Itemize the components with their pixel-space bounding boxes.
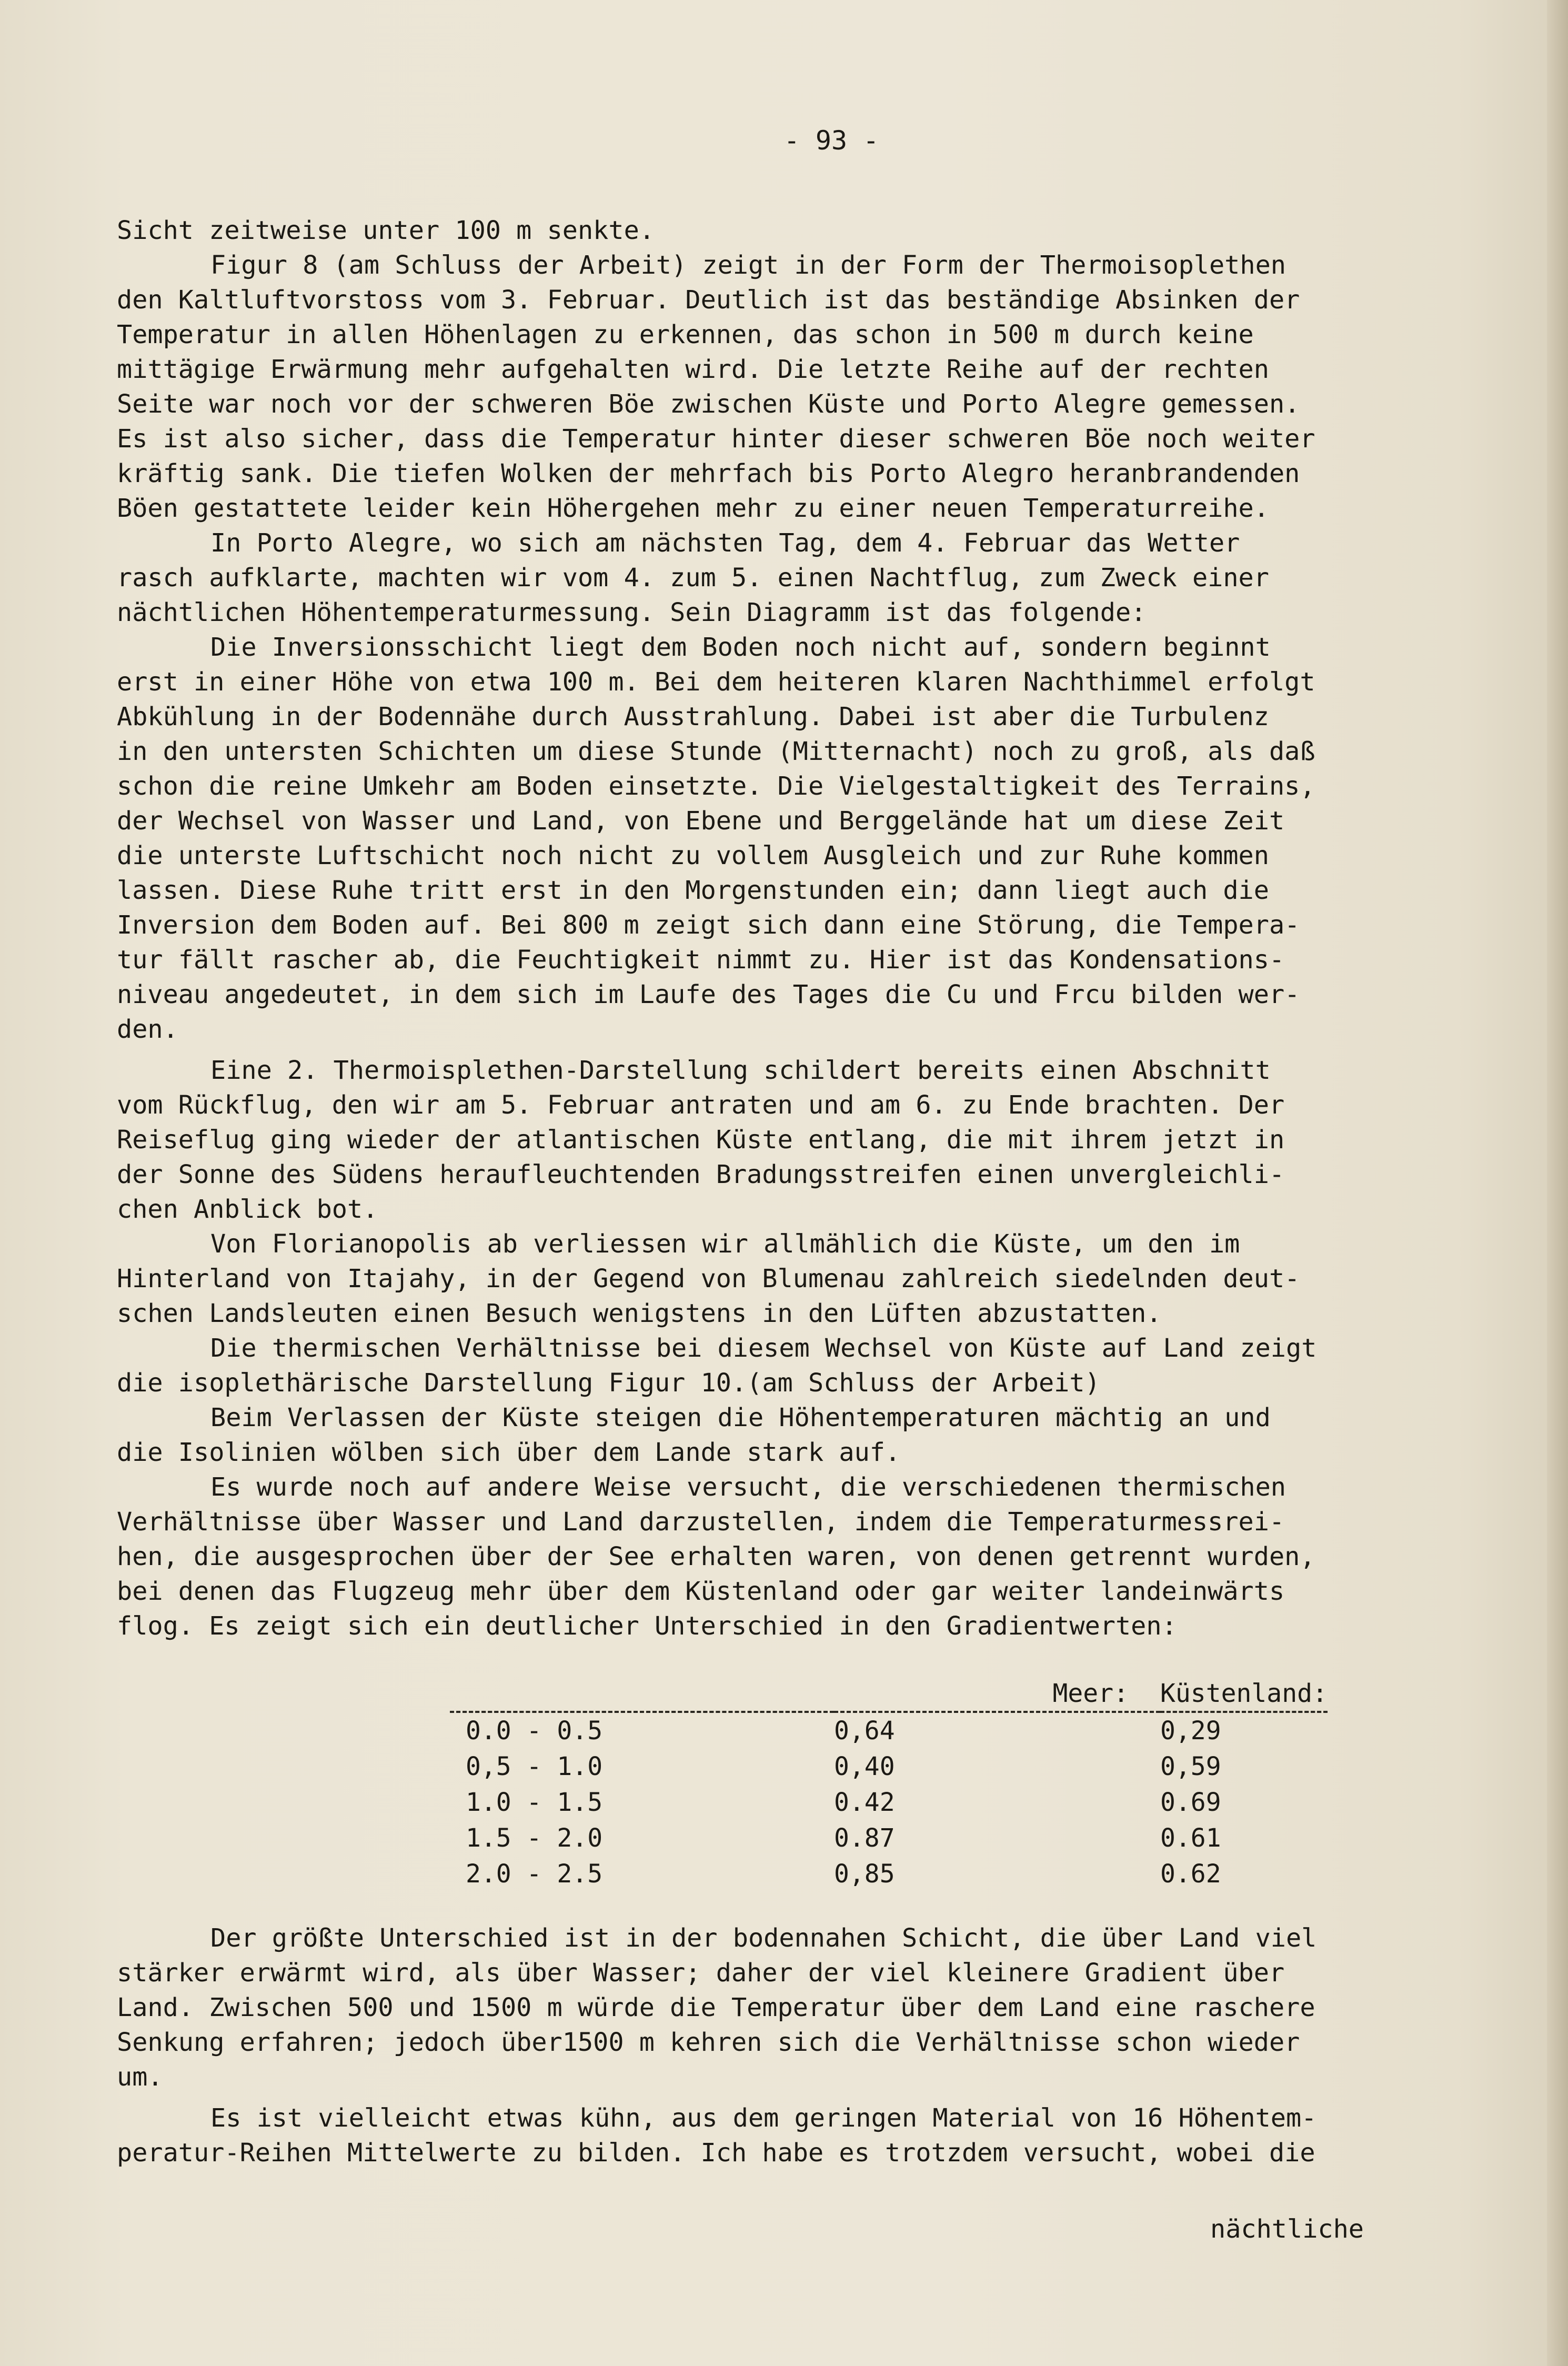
text-line: stärker erwärmt wird, als über Wasser; daher der viel kleinere Gradient über bbox=[117, 1958, 1285, 1988]
body-text-bottom bbox=[117, 1921, 1464, 2170]
text-line: lassen. Diese Ruhe tritt erst in den Morgenstunden ein; dann liegt auch die bbox=[117, 876, 1269, 905]
table-header-range bbox=[450, 1676, 834, 1712]
text-line: Es ist also sicher, dass die Temperatur hinter dieser schweren Böe noch weiter bbox=[117, 424, 1315, 454]
table-row bbox=[450, 1820, 1328, 1856]
kuestenland-cell: 0.62 bbox=[1160, 1859, 1221, 1889]
table-row bbox=[450, 1712, 1328, 1749]
kuestenland-cell: 0,59 bbox=[1160, 1752, 1221, 1781]
paragraph bbox=[117, 526, 1464, 630]
page-number: - 93 - bbox=[783, 125, 879, 156]
meer-cell: 0,85 bbox=[834, 1859, 895, 1889]
paragraph-gap bbox=[117, 2094, 1464, 2101]
catchword: nächtliche bbox=[1210, 2214, 1364, 2244]
text-line: Beim Verlassen der Küste steigen die Höhentemperaturen mächtig an und bbox=[210, 1403, 1271, 1432]
paragraph bbox=[117, 213, 1464, 248]
text-line: tur fällt rascher ab, die Feuchtigkeit nimmt zu. Hier ist das Kondensations- bbox=[117, 945, 1285, 975]
text-line: Reiseflug ging wieder der atlantischen Küste entlang, die mit ihrem jetzt in bbox=[117, 1125, 1285, 1155]
paragraph bbox=[117, 1331, 1464, 1400]
text-line: Temperatur in allen Höhenlagen zu erkennen, das schon in 500 m durch keine bbox=[117, 320, 1254, 349]
text-line: Senkung erfahren; jedoch über1500 m kehren sich die Verhältnisse schon wieder bbox=[117, 2028, 1300, 2057]
paragraph bbox=[117, 630, 1464, 1047]
text-line: mittägige Erwärmung mehr aufgehalten wird. Die letzte Reihe auf der rechten bbox=[117, 355, 1269, 384]
meer-cell: 0,40 bbox=[834, 1752, 895, 1781]
height-range-cell: 1.5 - 2.0 bbox=[466, 1823, 603, 1853]
meer-cell: 0.42 bbox=[834, 1788, 895, 1817]
text-line: Es ist vielleicht etwas kühn, aus dem geringen Material von 16 Höhentem- bbox=[210, 2103, 1317, 2133]
height-range-cell: 0.0 - 0.5 bbox=[466, 1716, 603, 1746]
text-line: Der größte Unterschied ist in der bodennahen Schicht, die über Land viel bbox=[210, 1923, 1317, 1953]
text-line: der Wechsel von Wasser und Land, von Ebene und Berggelände hat um diese Zeit bbox=[117, 806, 1285, 836]
height-range-cell: 0,5 - 1.0 bbox=[466, 1752, 603, 1781]
text-line: hen, die ausgesprochen über der See erhalten waren, von denen getrennt wurden, bbox=[117, 1542, 1315, 1571]
meer-cell: 0.87 bbox=[834, 1823, 895, 1853]
text-line: die isoplethärische Darstellung Figur 10.(am Schluss der Arbeit) bbox=[117, 1368, 1100, 1398]
kuestenland-cell: 0.61 bbox=[1160, 1823, 1221, 1853]
text-line: Von Florianopolis ab verliessen wir allmählich die Küste, um den im bbox=[210, 1229, 1240, 1259]
table-row bbox=[450, 1856, 1328, 1892]
table-row bbox=[450, 1749, 1328, 1784]
text-line: rasch aufklarte, machten wir vom 4. zum 5. einen Nachtflug, zum Zweck einer bbox=[117, 563, 1269, 593]
text-line: Land. Zwischen 500 und 1500 m würde die Temperatur über dem Land eine raschere bbox=[117, 1993, 1315, 2022]
text-line: Figur 8 (am Schluss der Arbeit) zeigt in der Form der Thermoisoplethen bbox=[210, 250, 1286, 280]
text-line: Die Inversionsschicht liegt dem Boden noch nicht auf, sondern beginnt bbox=[210, 633, 1271, 662]
text-line: Hinterland von Itajahy, in der Gegend von Blumenau zahlreich siedelnden deut- bbox=[117, 1264, 1300, 1294]
gradient-table bbox=[450, 1676, 1328, 1892]
paragraph bbox=[117, 2101, 1464, 2170]
text-line: der Sonne des Südens heraufleuchtenden Bradungsstreifen einen unvergleichli- bbox=[117, 1160, 1285, 1189]
text-line: schen Landsleuten einen Besuch wenigstens in den Lüften abzustatten. bbox=[117, 1299, 1162, 1328]
table-header-meer: Meer: bbox=[834, 1676, 1160, 1712]
text-line: chen Anblick bot. bbox=[117, 1195, 378, 1224]
paragraph bbox=[117, 1053, 1464, 1227]
body-text-top bbox=[117, 213, 1464, 1643]
paragraph bbox=[117, 1470, 1464, 1643]
paragraph bbox=[117, 248, 1464, 526]
table-row bbox=[450, 1784, 1328, 1820]
paragraph bbox=[117, 1400, 1464, 1470]
height-range-cell: 1.0 - 1.5 bbox=[466, 1788, 603, 1817]
table-header-row bbox=[450, 1676, 1328, 1712]
text-line: niveau angedeutet, in dem sich im Laufe des Tages die Cu und Frcu bilden wer- bbox=[117, 980, 1300, 1009]
text-line: Abkühlung in der Bodennähe durch Ausstrahlung. Dabei ist aber die Turbulenz bbox=[117, 702, 1269, 731]
text-line: Die thermischen Verhältnisse bei diesem Wechsel von Küste auf Land zeigt bbox=[210, 1334, 1317, 1363]
text-line: In Porto Alegre, wo sich am nächsten Tag, dem 4. Februar das Wetter bbox=[210, 528, 1240, 558]
text-line: Seite war noch vor der schweren Böe zwischen Küste und Porto Alegre gemessen. bbox=[117, 389, 1300, 419]
text-line: Böen gestattete leider kein Höhergehen mehr zu einer neuen Temperaturreihe. bbox=[117, 494, 1269, 523]
text-line: die unterste Luftschicht noch nicht zu vollem Ausgleich und zur Ruhe kommen bbox=[117, 841, 1269, 870]
text-line: schon die reine Umkehr am Boden einsetzte. Die Vielgestaltigkeit des Terrains, bbox=[117, 771, 1315, 801]
text-line: bei denen das Flugzeug mehr über dem Küstenland oder gar weiter landeinwärts bbox=[117, 1577, 1285, 1606]
text-line: erst in einer Höhe von etwa 100 m. Bei dem heiteren klaren Nachthimmel erfolgt bbox=[117, 667, 1315, 697]
text-line: die Isolinien wölben sich über dem Lande stark auf. bbox=[117, 1438, 901, 1467]
text-line: in den untersten Schichten um diese Stunde (Mitternacht) noch zu groß, als daß bbox=[117, 737, 1315, 766]
text-line: Sicht zeitweise unter 100 m senkte. bbox=[117, 216, 655, 245]
text-line: den. bbox=[117, 1015, 178, 1044]
text-line: Verhältnisse über Wasser und Land darzustellen, indem die Temperaturmessrei- bbox=[117, 1507, 1285, 1537]
text-line: den Kaltluftvorstoss vom 3. Februar. Deutlich ist das beständige Absinken der bbox=[117, 285, 1300, 315]
page-edge bbox=[1547, 0, 1568, 2366]
text-line: Es wurde noch auf andere Weise versucht, die verschiedenen thermischen bbox=[210, 1472, 1286, 1502]
kuestenland-cell: 0,29 bbox=[1160, 1716, 1221, 1746]
table-header-kuestenland: Küstenland: bbox=[1160, 1676, 1328, 1712]
text-line: vom Rückflug, den wir am 5. Februar antraten und am 6. zu Ende brachten. Der bbox=[117, 1090, 1285, 1120]
text-line: Eine 2. Thermoisplethen-Darstellung schildert bereits einen Abschnitt bbox=[210, 1056, 1271, 1085]
text-line: nächtlichen Höhentemperaturmessung. Sein Diagramm ist das folgende: bbox=[117, 598, 1147, 627]
text-line: Inversion dem Boden auf. Bei 800 m zeigt sich dann eine Störung, die Tempera- bbox=[117, 910, 1300, 940]
text-line: flog. Es zeigt sich ein deutlicher Unterschied in den Gradientwerten: bbox=[117, 1611, 1177, 1641]
kuestenland-cell: 0.69 bbox=[1160, 1788, 1221, 1817]
meer-cell: 0,64 bbox=[834, 1716, 895, 1746]
text-line: um. bbox=[117, 2062, 163, 2092]
paragraph bbox=[117, 1227, 1464, 1331]
paragraph bbox=[117, 1921, 1464, 2094]
text-line: peratur-Reihen Mittelwerte zu bilden. Ich habe es trotzdem versucht, wobei die bbox=[117, 2138, 1315, 2168]
paragraph-gap bbox=[117, 1047, 1464, 1053]
text-line: kräftig sank. Die tiefen Wolken der mehrfach bis Porto Alegro heranbrandenden bbox=[117, 459, 1300, 488]
height-range-cell: 2.0 - 2.5 bbox=[466, 1859, 603, 1889]
table-body bbox=[450, 1712, 1328, 1892]
